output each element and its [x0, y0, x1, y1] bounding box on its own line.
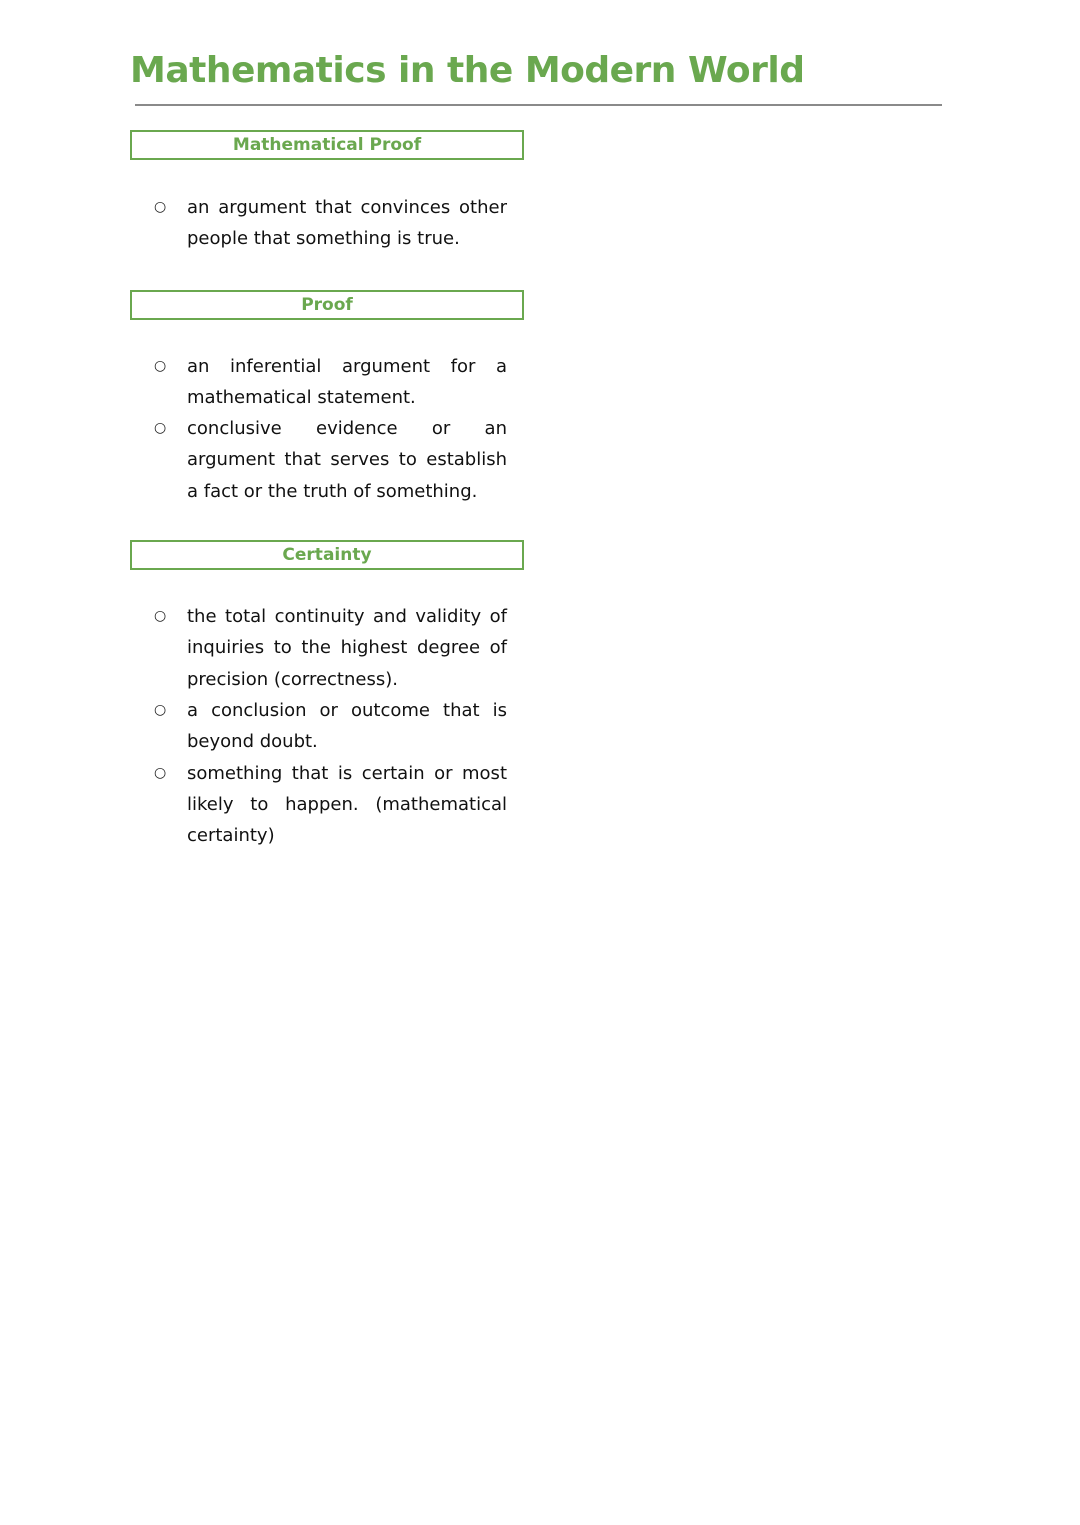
hollow-bullet-icon: ○ [154, 608, 167, 625]
title-divider [135, 104, 942, 106]
definitions-column [130, 130, 524, 851]
hollow-bullet-icon: ○ [154, 701, 167, 718]
section-heading: Certainty [130, 540, 524, 570]
definition-text: something that is certain or most likely to happen. (mathematical certainty) [187, 762, 507, 847]
hollow-bullet-icon: ○ [154, 420, 167, 437]
definition-text: an inferential argument for a mathematical statement. [187, 355, 507, 408]
list-item [130, 758, 524, 852]
list-item [130, 351, 524, 414]
hollow-bullet-icon: ○ [154, 199, 167, 215]
section-heading: Proof [130, 290, 524, 320]
definition-list [130, 192, 524, 255]
definition-list [130, 601, 524, 851]
definition-text: a conclusion or outcome that is beyond doubt. [187, 699, 507, 753]
definition-text: the total continuity and validity of inquiries to the highest degree of precision (correctness). [187, 606, 507, 690]
section-proof [130, 290, 524, 507]
definition-list [130, 351, 524, 507]
section-heading: Mathematical Proof [130, 130, 524, 160]
list-item [130, 192, 524, 255]
list-item [130, 601, 524, 695]
hollow-bullet-icon: ○ [154, 764, 167, 781]
page-title: Mathematics in the Modern World [130, 50, 805, 91]
hollow-bullet-icon: ○ [154, 357, 167, 374]
section-mathematical-proof [130, 130, 524, 255]
definition-text: conclusive evidence or an argument that serves to establish a fact or the truth of something. [187, 418, 507, 502]
list-item [130, 695, 524, 758]
definition-text: an argument that convinces other people that something is true. [187, 197, 507, 250]
section-certainty [130, 540, 524, 851]
list-item [130, 413, 524, 507]
